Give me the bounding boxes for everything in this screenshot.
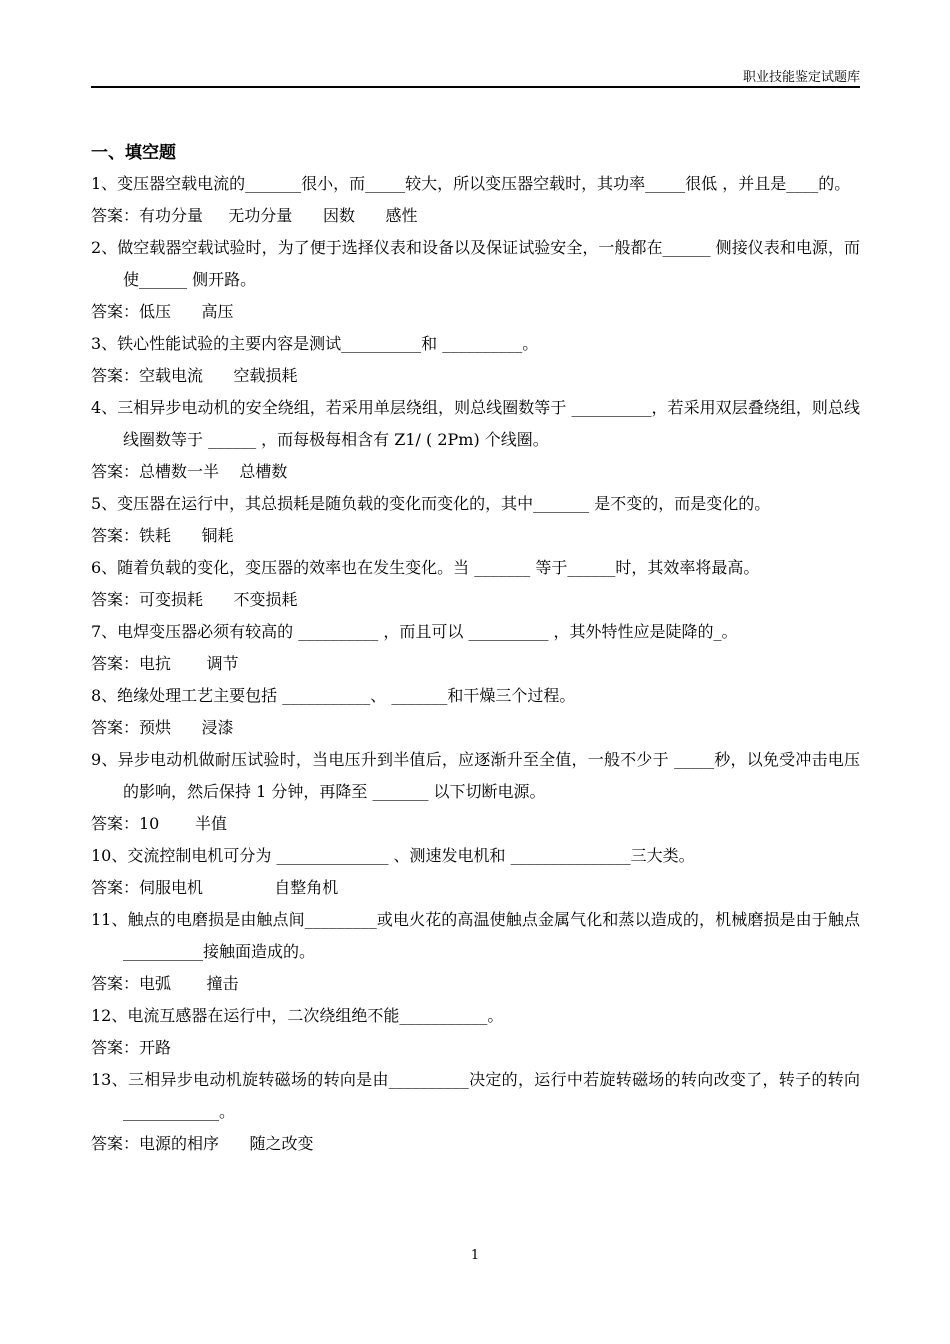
- question-3: 3、铁心性能试验的主要内容是测试__________和 __________。: [91, 334, 539, 353]
- answer-11: 答案：电弧 撞击: [91, 974, 239, 993]
- question-8: 8、绝缘处理工艺主要包括 ___________、 _______和干燥三个过程。: [91, 686, 576, 705]
- answer-10: 答案：伺服电机 自整角机: [91, 878, 339, 897]
- section-title: 一、填空题: [91, 143, 176, 163]
- page-number: 1: [470, 1248, 480, 1263]
- question-10: 10、交流控制电机可分为 ______________ 、测速发电机和 _______________三大类。: [91, 846, 695, 865]
- question-5: 5、变压器在运行中，其总损耗是随负载的变化而变化的，其中_______ 是不变的，而是变化的。: [91, 494, 771, 513]
- answer-7: 答案：电抗 调节: [91, 654, 239, 673]
- answer-13: 答案：电源的相序 随之改变: [91, 1134, 314, 1153]
- question-2: 2、做空载器空载试验时，为了便于选择仪表和设备以及保证试验安全，一般都在______ 侧接仪表和电源，而使______ 侧开路。: [91, 238, 860, 289]
- answer-12: 答案：开路: [91, 1038, 172, 1057]
- answer-4: 答案：总槽数一半 总槽数: [91, 462, 288, 481]
- answer-8: 答案：预烘 浸漆: [91, 718, 234, 737]
- answer-5: 答案：铁耗 铜耗: [91, 526, 234, 545]
- question-12: 12、电流互感器在运行中，二次绕组绝不能___________。: [91, 1006, 504, 1025]
- question-6: 6、随着负载的变化，变压器的效率也在发生变化。当 _______ 等于______时，其效率将最高。: [91, 558, 760, 577]
- header-title: 职业技能鉴定试题库: [742, 70, 860, 85]
- question-1: 1、变压器空载电流的_______很小，而_____较大，所以变压器空载时，其功率_____很低 ，并且是____的。: [91, 174, 851, 193]
- answer-2: 答案：低压 高压: [91, 302, 234, 321]
- question-4: 4、三相异步电动机的安全绕组，若采用单层绕组，则总线圈数等于 __________，若采用双层叠绕组，则总线线圈数等于 ______ ，而每极每相含有 Z1/ ( 2Pm) 个线圈。: [91, 398, 860, 449]
- page-header: [91, 62, 860, 88]
- answer-3: 答案：空载电流 空载损耗: [91, 366, 298, 385]
- question-7: 7、电焊变压器必须有较高的 __________ ，而且可以 __________ ，其外特性应是陡降的_。: [91, 622, 738, 641]
- question-13: 13、三相异步电动机旋转磁场的转向是由__________决定的，运行中若旋转磁场的转向改变了，转子的转向____________。: [91, 1070, 860, 1121]
- answer-1: 答案：有功分量 无功分量 因数 感性: [91, 206, 418, 225]
- question-11: 11、触点的电磨损是由触点间_________或电火花的高温使触点金属气化和蒸以造成的，机械磨损是由于触点__________接触面造成的。: [91, 910, 860, 961]
- answer-6: 答案：可变损耗 不变损耗: [91, 590, 298, 609]
- question-9: 9、异步电动机做耐压试验时，当电压升到半值后，应逐渐升至全值，一般不少于 _____秒，以免受冲击电压的影响，然后保持 1 分钟，再降至 _______ 以下切断电源。: [91, 750, 860, 801]
- answer-9: 答案：10 半值: [91, 814, 227, 833]
- question-list: [91, 168, 860, 1160]
